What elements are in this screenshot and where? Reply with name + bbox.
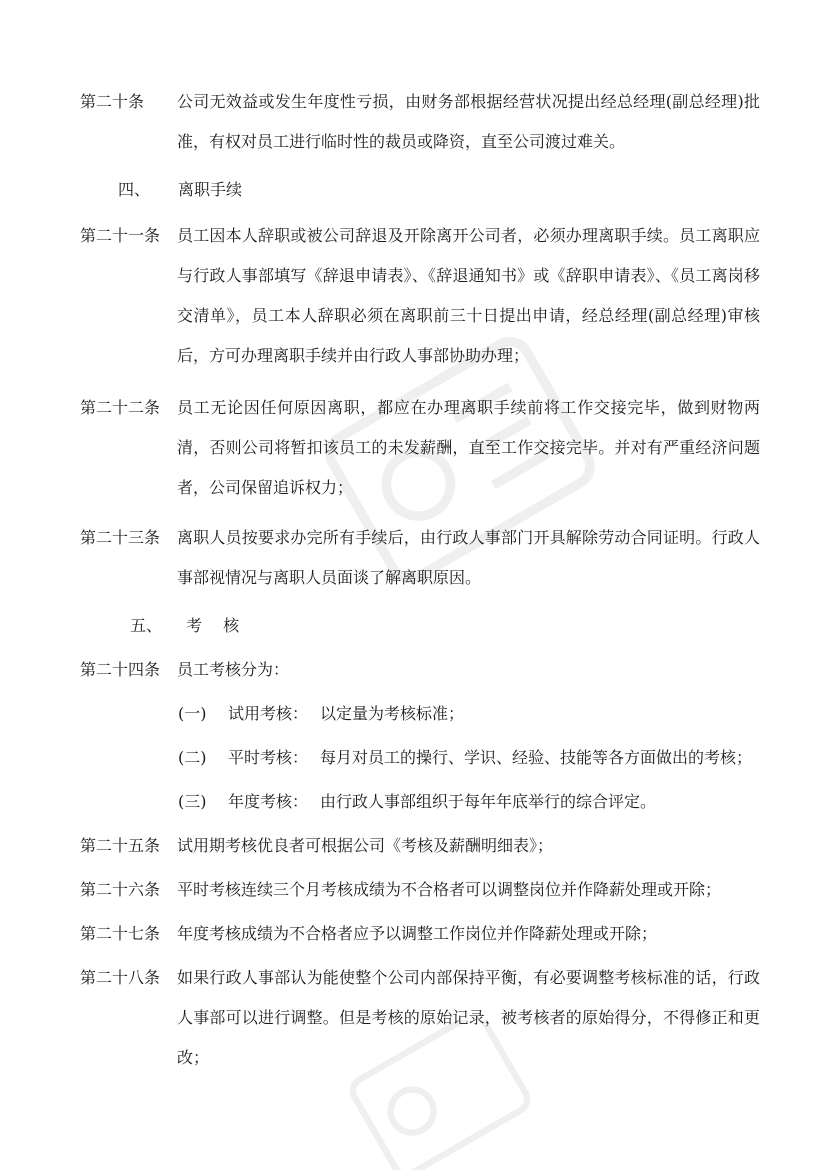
article-25 (80, 826, 760, 866)
article-text: 年度考核成绩为不合格者应予以调整工作岗位并作降薪处理或开除； (177, 924, 658, 943)
article-number: 第二十条 (80, 92, 145, 111)
appraisal-item-3 (178, 782, 656, 822)
article-number: 第二十六条 (80, 880, 161, 899)
article-number: 第二十七条 (80, 924, 161, 943)
article-number: 第二十四条 (80, 660, 161, 679)
article-20 (80, 82, 760, 162)
article-text: 员工考核分为： (177, 660, 290, 679)
article-23 (80, 518, 760, 598)
article-number: 第二十三条 (80, 528, 161, 547)
appraisal-label: 平时考核： (228, 748, 309, 767)
article-text: 试用期考核优良者可根据公司《考核及薪酬明细表》； (177, 836, 554, 855)
article-text: 员工无论因任何原因离职，都应在办理离职手续前将工作交接完毕，做到财物两清，否则公司将暂扣该员工的未发薪酬，直至工作交接完毕。并对有严重经济问题者，公司保留追诉权力； (177, 398, 760, 497)
appraisal-text: 每月对员工的操行、学识、经验、技能等各方面做出的考核； (320, 748, 753, 767)
article-text: 员工因本人辞职或被公司辞退及开除离开公司者，必须办理离职手续。员工离职应与行政人事部填写《辞退申请表》、《辞退通知书》或《辞职申请表》、《员工离岗移交清单》，员工本人辞职必须在离职前三十日提出申请，经总经理(副总经理)审核后，方可办理离职手续并由行政人事部协助办理； (177, 226, 760, 365)
section-heading-5 (130, 606, 239, 646)
article-22 (80, 388, 760, 508)
article-text: 如果行政人事部认为能使整个公司内部保持平衡，有必要调整考核标准的话，行政人事部可以进行调整。但是考核的原始记录，被考核者的原始得分，不得修正和更改； (177, 968, 760, 1067)
article-26 (80, 870, 760, 910)
section-title: 考 核 (186, 616, 240, 635)
section-title: 离职手续 (178, 180, 243, 199)
article-21 (80, 216, 760, 376)
appraisal-number: (二) (178, 748, 207, 767)
article-text: 公司无效益或发生年度性亏损，由财务部根据经营状况提出经总经理(副总经理)批准，有权对员工进行临时性的裁员或降资，直至公司渡过难关。 (177, 92, 760, 151)
article-number: 第二十五条 (80, 836, 161, 855)
section-number: 五、 (130, 616, 163, 635)
article-text: 离职人员按要求办完所有手续后，由行政人事部门开具解除劳动合同证明。行政人事部视情况与离职人员面谈了解离职原因。 (177, 528, 760, 587)
appraisal-item-1 (178, 694, 464, 734)
article-number: 第二十八条 (80, 968, 161, 987)
article-number: 第二十一条 (80, 226, 161, 245)
article-28 (80, 958, 760, 1078)
appraisal-label: 试用考核： (228, 704, 309, 723)
appraisal-text: 由行政人事部组织于每年年底举行的综合评定。 (320, 792, 657, 811)
appraisal-number: (三) (178, 792, 207, 811)
article-text: 平时考核连续三个月考核成绩为不合格者可以调整岗位并作降薪处理或开除； (177, 880, 722, 899)
article-24 (80, 650, 760, 690)
article-number: 第二十二条 (80, 398, 161, 417)
section-heading-4 (118, 170, 242, 210)
appraisal-item-2 (178, 738, 752, 778)
appraisal-text: 以定量为考核标准； (320, 704, 465, 723)
appraisal-number: (一) (178, 704, 207, 723)
appraisal-label: 年度考核： (228, 792, 309, 811)
article-27 (80, 914, 760, 954)
section-number: 四、 (118, 180, 151, 199)
